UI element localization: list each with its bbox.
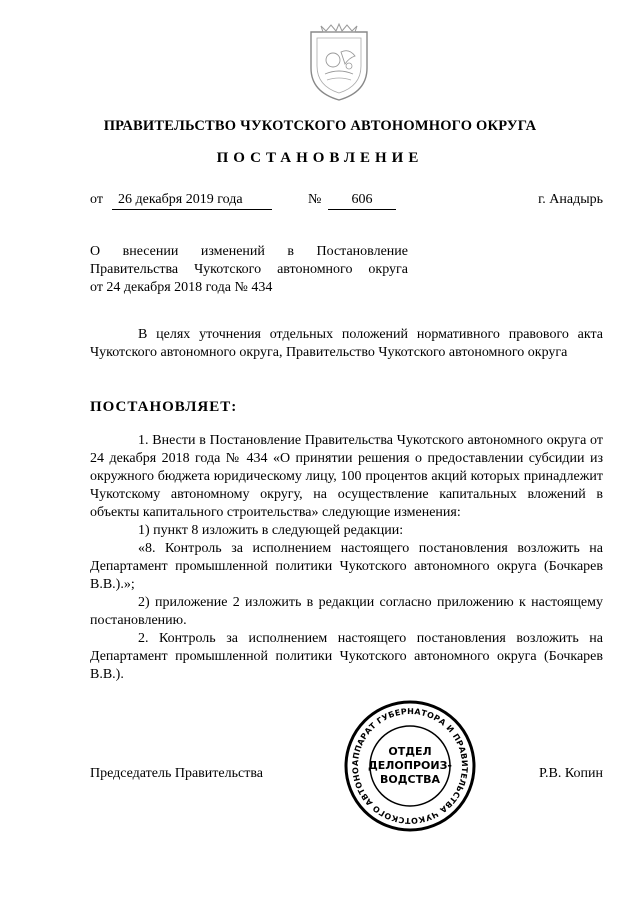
stamp-line-3: ВОДСТВА [379,773,440,786]
stamp-ring-text: АППАРАТ ГУБЕРНАТОРА И ПРАВИТЕЛЬСТВА ЧУКОТСКОГО АВТОНО [350,706,470,826]
number-value: 606 [351,192,373,207]
preamble-block [90,326,603,362]
signatory-name: Р.В. Копин [539,766,603,781]
city: г. Анадырь [538,192,603,207]
document-subject [90,243,408,297]
coat-of-arms-emblem [303,22,375,104]
official-stamp [342,698,478,834]
date-field [112,192,272,210]
subject-line-3: от 24 декабря 2018 года № 434 [90,280,273,295]
item-1-subitem-1: 1) пункт 8 изложить в следующей редакции: [138,523,404,538]
date-value: 26 декабря 2019 года [118,192,243,207]
item-1-subitem-1-text: «8. Контроль за исполнением настоящего постановления возложить на Департамент промышленной политики Чукотского автономного округа (Бочкарев В.В.).»; [90,541,603,592]
number-field [328,192,396,210]
date-prefix: от [90,192,103,207]
document-meta-row [90,192,603,210]
government-title: ПРАВИТЕЛЬСТВО ЧУКОТСКОГО АВТОНОМНОГО ОКРУГА [103,118,537,134]
stamp-line-2: ДЕЛОПРОИЗ- [367,759,452,772]
decree-items [90,432,603,684]
item-2: 2. Контроль за исполнением настоящего постановления возложить на Департамент промышленной политики Чукотского автономного округа (Бочкарев В.В.). [90,631,603,682]
item-1-subitem-2: 2) приложение 2 изложить в редакции согласно приложению к настоящему постановлению. [90,595,603,628]
stamp-center-text [342,698,478,834]
number-sign: № [308,192,322,207]
subject-line-1: О внесении изменений в Постановление [90,244,408,259]
subject-line-2: Правительства Чукотского автономного округа [90,262,408,277]
signatory-position: Председатель Правительства [90,766,263,781]
decree-word: ПОСТАНОВЛЯЕТ: [90,399,238,415]
item-1: 1. Внести в Постановление Правительства Чукотского автономного округа от 24 декабря 2018 года № 434 «О принятии решения о предоставлении субсидии из окружного бюджета юридическому лицу, 100 процентов акций которых принадлежит Чукотскому автономному округу, на осуществление капитальных вложений в объекты капитального строительства» следующие изменения: [90,433,603,520]
preamble-text: В целях уточнения отдельных положений нормативного правового акта Чукотского автономного округа, Правительство Чукотского автономного округа [90,327,603,360]
document-type-heading: ПОСТАНОВЛЕНИЕ [216,150,424,166]
stamp-line-1: ОТДЕЛ [388,745,432,758]
